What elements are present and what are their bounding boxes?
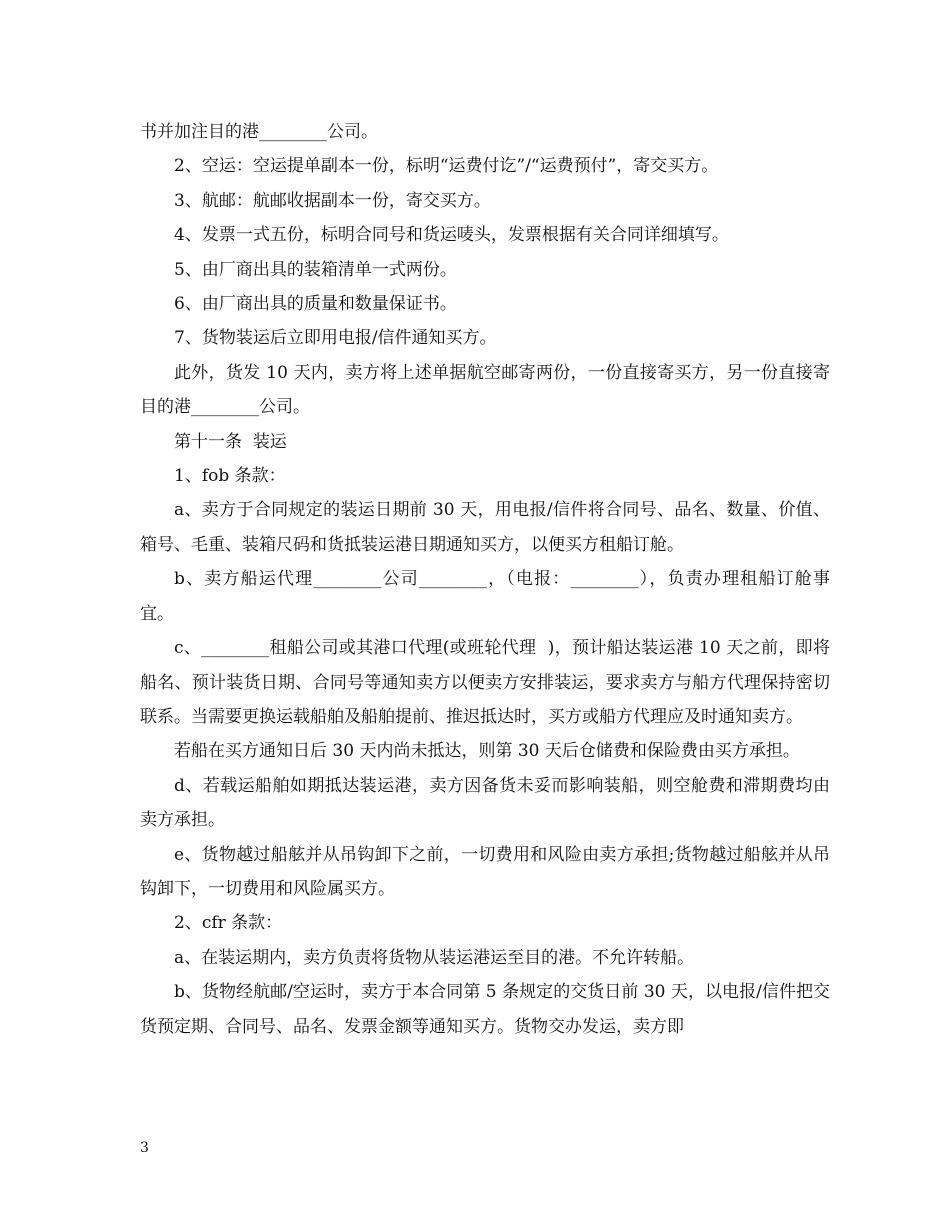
- section-heading: 第十一条 装运: [174, 431, 287, 452]
- paragraph: 3、航邮：航邮收据副本一份，寄交买方。: [174, 190, 491, 211]
- paragraph: b、卖方船运代理________公司________，（电报：________），负责办理租船订舱事宜。: [140, 569, 830, 624]
- paragraph: 4、发票一式五份，标明合同号和货运唛头，发票根据有关合同详细填写。: [174, 225, 729, 246]
- paragraph: 此外，货发 10 天内，卖方将上述单据航空邮寄两份，一份直接寄买方，另一份直接寄目的港________公司。: [140, 362, 830, 418]
- paragraph: b、货物经航邮/空运时，卖方于本合同第 5 条规定的交货日前 30 天，以电报/信件把交货预定期、合同号、品名、发票金额等通知买方。货物交办发运，卖方即: [140, 982, 830, 1037]
- paragraph: a、在装运期内，卖方负责将货物从装运港运至目的港。不允许转船。: [174, 947, 695, 968]
- paragraph: 5、由厂商出具的装箱清单一式两份。: [174, 259, 457, 280]
- paragraph: 2、空运：空运提单副本一份，标明“运费付讫”/“运费预付”，寄交买方。: [174, 156, 719, 177]
- paragraph: 7、货物装运后立即用电报/信件通知买方。: [174, 328, 497, 349]
- paragraph: a、卖方于合同规定的装运日期前 30 天，用电报/信件将合同号、品名、数量、价值、箱号、毛重、装箱尺码和货抵装运港日期通知买方，以便买方租船订舱。: [140, 500, 830, 555]
- paragraph: e、货物越过船舷并从吊钩卸下之前，一切费用和风险由卖方承担;货物越过船舷并从吊钩卸下，一切费用和风险属买方。: [140, 844, 830, 899]
- paragraph: c、________租船公司或其港口代理(或班轮代理 )，预计船达装运港 10 天之前，即将船名、预计装货日期、合同号等通知卖方以便卖方安排装运，要求卖方与船方代理保持密切联系。当需要更换运载船舶及船舶提前、推迟抵达时，买方或船方代理应及时通知卖方。: [140, 638, 830, 727]
- paragraph: 书并加注目的港________公司。: [140, 122, 378, 142]
- page-number: 3: [140, 1140, 149, 1156]
- clause-heading: 1、fob 条款：: [174, 466, 286, 487]
- paragraph: 若船在买方通知日后 30 天内尚未抵达，则第 30 天后仓储费和保险费由买方承担。: [174, 741, 800, 762]
- paragraph: 6、由厂商出具的质量和数量保证书。: [174, 294, 457, 315]
- document-body: [140, 115, 830, 1044]
- clause-heading: 2、cfr 条款：: [174, 913, 283, 934]
- paragraph: d、若载运船舶如期抵达装运港，卖方因备货未妥而影响装船，则空舱费和滞期费均由卖方承担。: [140, 775, 830, 831]
